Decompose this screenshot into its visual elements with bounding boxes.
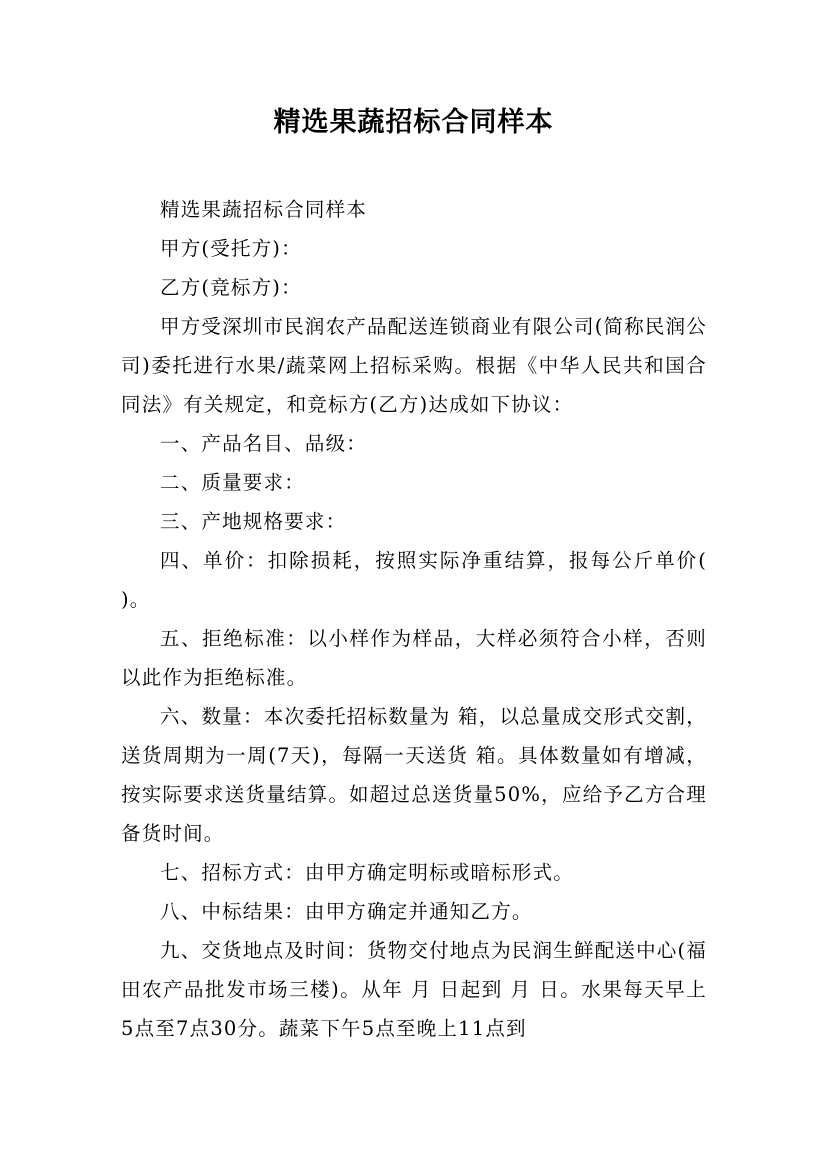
paragraph-clause-4: 四、单价：扣除损耗，按照实际净重结算，报每公斤单价( )。	[121, 549, 707, 611]
paragraph-party-a: 甲方(受托方)：	[160, 237, 302, 260]
paragraph-intro: 甲方受深圳市民润农产品配送连锁商业有限公司(简称民润公司)委托进行水果/蔬菜网上招标采购。根据《中华人民共和国合同法》有关规定，和竞标方(乙方)达成如下协议：	[121, 315, 708, 416]
document-body	[121, 190, 707, 1048]
paragraph-clause-1: 一、产品名目、品级：	[160, 432, 368, 455]
paragraph-clause-6: 六、数量：本次委托招标数量为 箱，以总量成交形式交割，送货周期为一周(7天)，每隔一天送货 箱。具体数量如有增减，按实际要求送货量结算。如超过总送货量50%，应给予乙方合理备货时间。	[121, 705, 707, 845]
paragraph-clause-2: 二、质量要求：	[160, 471, 305, 494]
paragraph-clause-3: 三、产地规格要求：	[160, 510, 347, 533]
document-title: 精选果蔬招标合同样本	[273, 107, 554, 138]
paragraph-clause-5: 五、拒绝标准：以小样作为样品，大样必须符合小样，否则以此作为拒绝标准。	[121, 627, 707, 689]
paragraph-clause-9: 九、交货地点及时间：货物交付地点为民润生鲜配送中心(福田农产品批发市场三楼)。从年 月 日起到 月 日。水果每天早上5点至7点30分。蔬菜下午5点至晚上11点到	[121, 939, 708, 1040]
paragraph-clause-7: 七、招标方式：由甲方确定明标或暗标形式。	[160, 861, 575, 884]
paragraph-heading: 精选果蔬招标合同样本	[160, 198, 368, 221]
paragraph-clause-8: 八、中标结果：由甲方确定并通知乙方。	[160, 900, 533, 923]
paragraph-party-b: 乙方(竞标方)：	[160, 276, 302, 299]
